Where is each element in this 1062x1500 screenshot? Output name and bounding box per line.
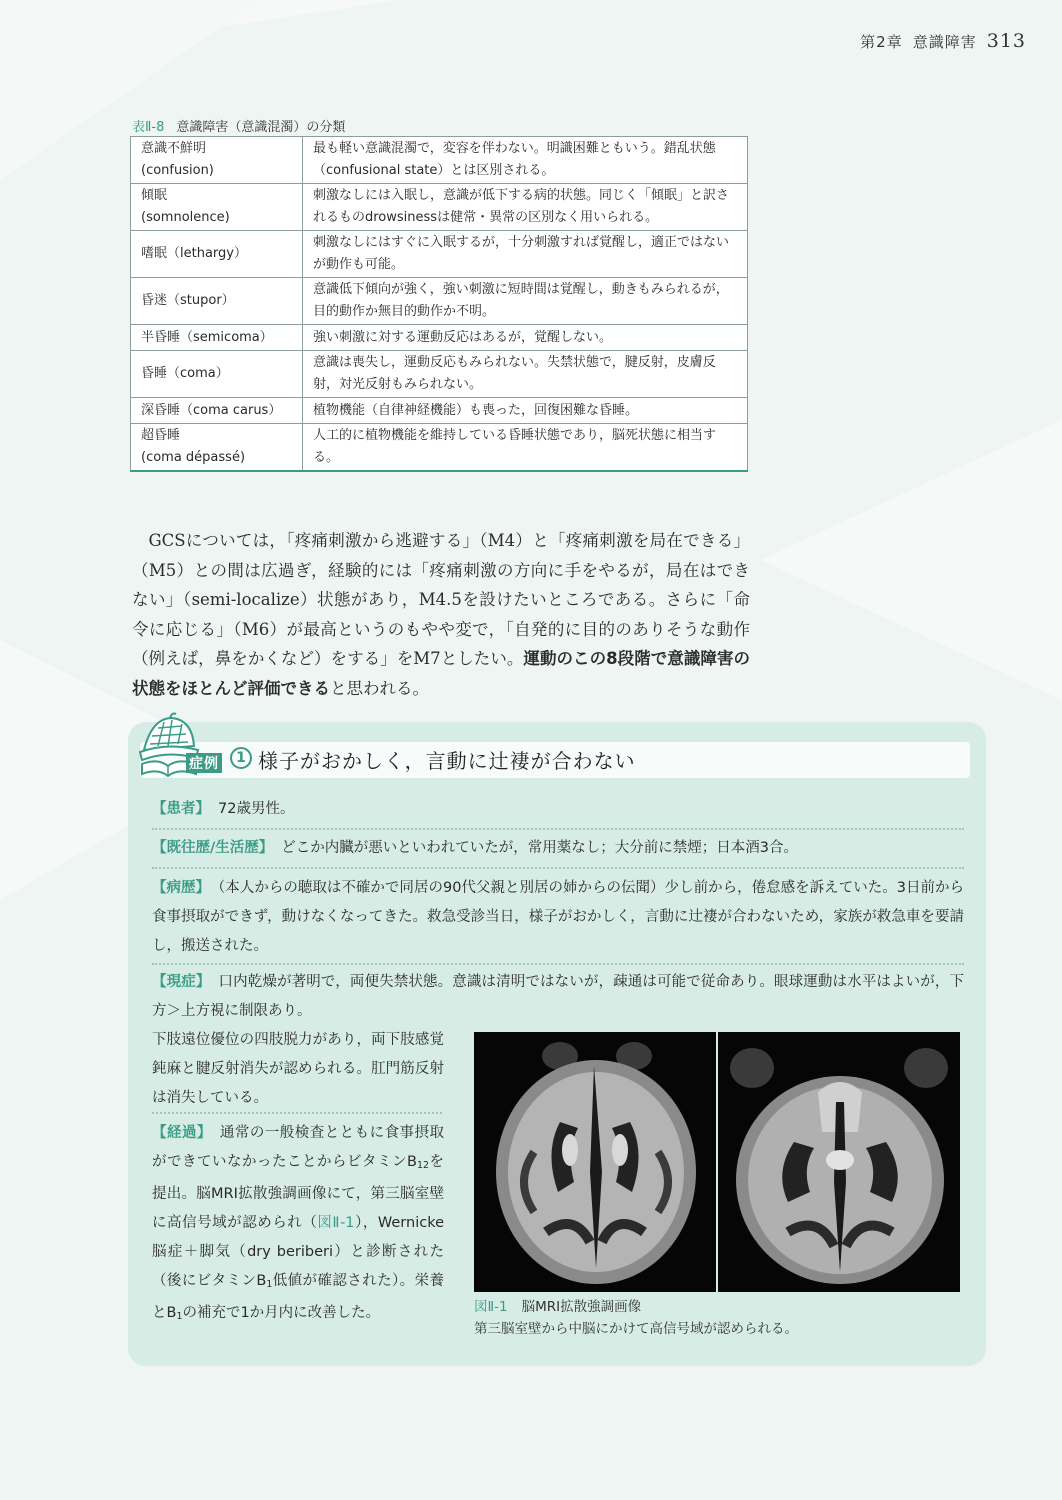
findings-text-continued: 下肢遠位優位の四肢脱力があり，両下肢感覚鈍麻と腱反射消失が認められる。肛門筋反射は消失している。 xyxy=(152,1032,444,1106)
table-cell-term: 超昏睡 (coma dépassé) xyxy=(131,424,303,472)
table-cell-description: 植物機能（自律神経機能）も喪った，回復困難な昏睡。 xyxy=(303,398,748,424)
divider xyxy=(152,963,964,965)
running-header xyxy=(860,30,1026,52)
divider xyxy=(152,1112,442,1114)
table-cell-description: 強い刺激に対する運動反応はあるが，覚醒しない。 xyxy=(303,325,748,351)
body-paragraph xyxy=(132,526,750,703)
table-cell-term: 傾眠 (somnolence) xyxy=(131,184,303,231)
table-row xyxy=(131,424,748,472)
case-present-illness xyxy=(152,874,964,961)
table-cell-term: 意識不鮮明 (confusion) xyxy=(131,137,303,184)
chapter-title: 意識障害 xyxy=(912,33,977,51)
findings-text: 口内乾燥が著明で，両便失禁状態。意識は清明ではないが，疎通は可能で従命あり。眼球運動は水平はよいが，下方＞上方視に制限あり。 xyxy=(152,974,964,1019)
table-cell-term: 昏睡（coma） xyxy=(131,351,303,398)
consciousness-classification-table xyxy=(130,136,748,472)
chapter-number: 第2章 xyxy=(860,33,903,51)
case-number-badge: 1 xyxy=(230,747,252,769)
divider xyxy=(152,867,964,869)
course-label: 【経過】 xyxy=(152,1125,212,1141)
history-text: どこか内臓が悪いといわれていたが，常用薬なし；大分前に禁煙；日本酒3合。 xyxy=(281,840,799,856)
table-cell-term: 昏迷（stupor） xyxy=(131,278,303,325)
table-cell-term: 嗜眠（lethargy） xyxy=(131,231,303,278)
body-text-plain: GCSについては，「疼痛刺激から逃避する」（M4）と「疼痛刺激を局在できる」（M5）との間は広過ぎ，経験的には「疼痛刺激の方向に手をやるが，局在はできない」（semi-localize）状態があり，M4.5を設けたいところである。さらに「命令に応じる」（M6）が最高というのもやや変で，「自発的に目的のありそうな動作（例えば，鼻をかくなど）をする」をM7としたい。 xyxy=(132,531,750,668)
table-cell-term: 深昏睡（coma carus） xyxy=(131,398,303,424)
body-text-end: と思われる。 xyxy=(330,678,429,698)
case-title: 様子がおかしく，言動に辻褄が合わない xyxy=(258,749,636,773)
figure-caption-text: 第三脳室壁から中脳にかけて高信号域が認められる。 xyxy=(474,1321,798,1337)
figure-number: 図Ⅱ-1 xyxy=(474,1299,508,1315)
history-label: 【既往歴/生活歴】 xyxy=(152,840,274,856)
findings-label: 【現症】 xyxy=(152,974,211,990)
table-cell-description: 最も軽い意識混濁で，変容を伴わない。明識困難ともいう。錯乱状態（confusional state）とは区別される。 xyxy=(303,137,748,184)
table-cell-term: 半昏睡（semicoma） xyxy=(131,325,303,351)
table-row xyxy=(131,184,748,231)
table-row xyxy=(131,351,748,398)
table-row xyxy=(131,137,748,184)
table-cell-description: 刺激なしにはすぐに入眠するが，十分刺激すれば覚醒し，適正ではないが動作も可能。 xyxy=(303,231,748,278)
table-number: 表Ⅱ-8 xyxy=(132,120,165,135)
table-row xyxy=(131,231,748,278)
table-cell-description: 意識低下傾向が強く，強い刺激に短時間は覚醒し，動きもみられるが，目的動作か無目的動作か不明。 xyxy=(303,278,748,325)
case-patient xyxy=(152,795,962,824)
case-findings xyxy=(152,968,964,1026)
case-course: 【経過】 通常の一般検査とともに食事摂取ができていなかったことからビタミン$B_{12}$を提出。脳MRI拡散強調画像にて，第三脳室壁に高信号域が認められ（図Ⅱ-1），Wernicke脳症＋脚気（dry beriberi）と診断された（後にビタミン$B_1$低値が確認された）。栄養と$B_1$の補充で1か月内に改善した。 xyxy=(152,1125,445,1322)
table-cell-description: 人工的に植物機能を維持している昏睡状態であり，脳死状態に相当する。 xyxy=(303,424,748,472)
illness-label: 【病歴】 xyxy=(152,880,211,896)
case-findings-continued xyxy=(152,1026,444,1113)
divider xyxy=(152,828,964,830)
table-row xyxy=(131,325,748,351)
table-caption xyxy=(132,116,345,135)
page-number: 313 xyxy=(986,30,1026,52)
table-cell-description: 意識は喪失し，運動反応もみられない。失禁状態で，腱反射，皮膚反射，対光反射もみられない。 xyxy=(303,351,748,398)
patient-label: 【患者】 xyxy=(152,801,210,817)
mri-image-left xyxy=(474,1032,716,1292)
table-row xyxy=(131,278,748,325)
table-cell-description: 刺激なしには入眠し，意識が低下する病的状態。同じく「傾眠」と訳されるものdrowsinessは健常・異常の区別なく用いられる。 xyxy=(303,184,748,231)
mri-image-right xyxy=(718,1032,960,1292)
case-label-badge: 症例 xyxy=(186,753,222,773)
patient-text: 72歳男性。 xyxy=(218,801,295,817)
table-row xyxy=(131,398,748,424)
figure-reference-link[interactable]: 図Ⅱ-1 xyxy=(317,1215,355,1231)
body-text-emphasis: 運動のこの8段階で意識障害の状態をほとんど評価できる xyxy=(132,649,750,698)
figure-title: 脳MRI拡散強調画像 xyxy=(521,1299,642,1315)
case-history xyxy=(152,834,962,863)
table-title: 意識障害（意識混濁）の分類 xyxy=(176,120,346,135)
illness-text: （本人からの聴取は不確かで同居の90代父親と別居の姉からの伝聞）少し前から，倦怠感を訴えていた。3日前から食事摂取ができず，動けなくなってきた。救急受診当日，様子がおかしく，言動に辻褄が合わないため，家族が救急車を要請し，搬送された。 xyxy=(152,880,965,954)
figure-caption xyxy=(474,1296,798,1340)
